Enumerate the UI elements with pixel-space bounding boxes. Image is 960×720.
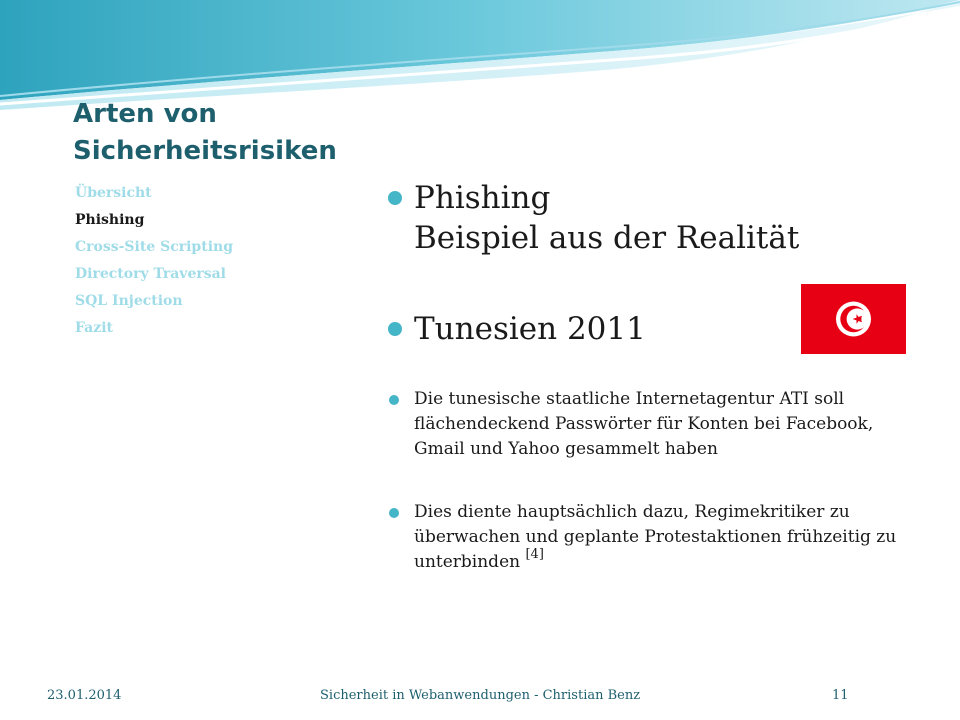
- slide-title: Arten von Sicherheitsrisiken: [73, 99, 337, 166]
- bullet-regimekritiker-text: Dies diente hauptsächlich dazu, Regimekritiker zu überwachen und geplante Protestaktionen frühzeitig zu unterbinden: [414, 502, 897, 572]
- bullet-tunesien: [388, 309, 646, 349]
- tunisia-flag-icon: [801, 284, 906, 354]
- nav-item-sql-injection[interactable]: SQL Injection: [75, 293, 183, 309]
- section-nav: [75, 180, 233, 342]
- bullet-tunesien-text: Tunesien 2011: [414, 311, 646, 347]
- bullet-regimekritiker-wrap: [414, 500, 914, 575]
- footer-date: 23.01.2014: [47, 688, 122, 703]
- nav-item-cross-site-scripting[interactable]: Cross-Site Scripting: [75, 239, 233, 255]
- bullet-ati: [388, 387, 914, 462]
- bullet-phishing-line1: Phishing: [414, 180, 551, 216]
- reference-marker[interactable]: [4]: [525, 547, 544, 562]
- bullet-dot-icon: [389, 508, 399, 518]
- bullet-dot-icon: [389, 395, 399, 405]
- bullet-phishing: [388, 178, 799, 258]
- bullet-dot-icon: [388, 191, 402, 205]
- nav-item-fazit[interactable]: Fazit: [75, 320, 113, 336]
- nav-item-phishing[interactable]: Phishing: [75, 212, 145, 228]
- nav-item-uebersicht[interactable]: Übersicht: [75, 185, 152, 201]
- bullet-dot-icon: [388, 322, 402, 336]
- footer-title: Sicherheit in Webanwendungen - Christian Benz: [320, 688, 641, 703]
- bullet-regimekritiker: [388, 500, 914, 575]
- nav-item-directory-traversal[interactable]: Directory Traversal: [75, 266, 226, 282]
- bullet-phishing-line2: Beispiel aus der Realität: [414, 220, 800, 256]
- footer-page-number: 11: [832, 688, 849, 703]
- bullet-ati-text: Die tunesische staatliche Internetagentur ATI soll flächendeckend Passwörter für Konten bei Facebook, Gmail und Yahoo gesammelt haben: [414, 389, 874, 459]
